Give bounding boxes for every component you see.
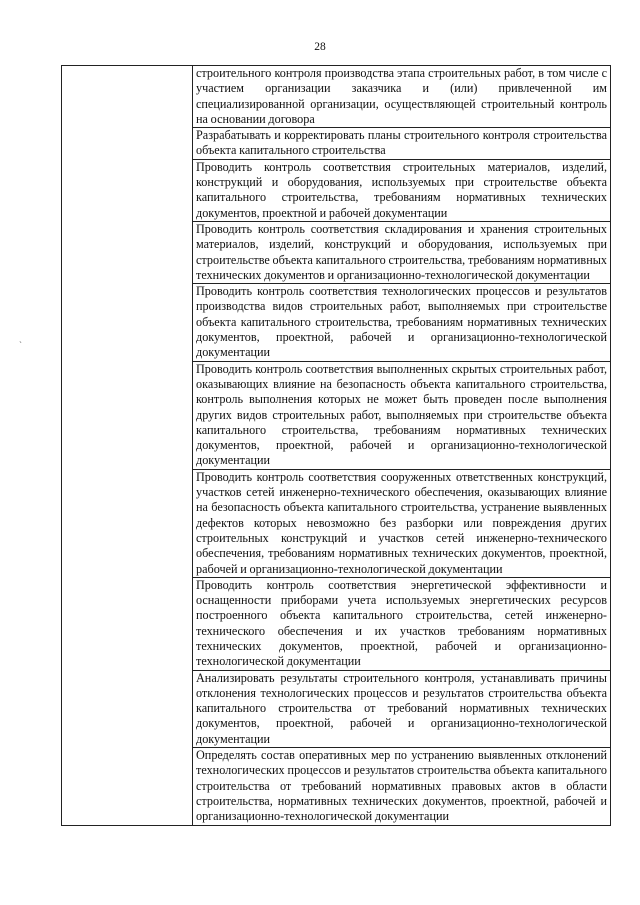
stray-mark: ` bbox=[19, 340, 22, 350]
table-cell bbox=[193, 577, 611, 670]
table-cell bbox=[193, 670, 611, 747]
row-text: строительного контроля производства этапа строительных работ, в том числе с участием организации заказчика и (или) привлеченной им специализированной организации, осуществляющей строительный контроль на основании договора bbox=[196, 66, 607, 126]
table-cell bbox=[193, 748, 611, 825]
table-cell bbox=[193, 469, 611, 577]
row-text: Проводить контроль соответствия складирования и хранения строительных материалов, изделий, конструкций и оборудования, используемых при строительстве объекта капитального строительства, требованиям нормативных технических документов и организационно-технологической документации bbox=[196, 221, 607, 282]
row-text: Анализировать результаты строительного контроля, устанавливать причины отклонения технологических процессов и результатов строительства объекта капитального строительства от требований нормативных технических документов, проектной, рабочей и организационно-технологической документации bbox=[196, 670, 607, 746]
table-cell bbox=[193, 159, 611, 221]
table-row bbox=[62, 66, 611, 128]
table-cell bbox=[193, 361, 611, 469]
row-text: Определять состав оперативных мер по устранению выявленных отклонений технологических процессов и результатов строительства объекта капитального строительства от требований нормативных правовых актов в области строительства, нормативных технических документов, проектной, рабочей и организационно-технологической документации bbox=[196, 748, 607, 824]
page-number: 28 bbox=[314, 41, 326, 53]
table-cell bbox=[193, 66, 611, 128]
row-text: Проводить контроль соответствия выполненных скрытых строительных работ, оказывающих влияние на безопасность объекта капитального строительства, контроль выполнения которых не может быть проведен после выполнения других видов строительных работ, выполняемых при строительстве объекта капитального строительства, требованиям нормативных технических документов, проектной, рабочей и организационно-технологической документации bbox=[196, 361, 607, 468]
row-text: Разрабатывать и корректировать планы строительного контроля строительства объекта капитального строительства bbox=[196, 128, 607, 158]
row-text: Проводить контроль соответствия энергетической эффективности и оснащенности приборами учета используемых энергетических ресурсов построенного объекта капитального строительства, сетей инженерно-технического обеспечения и их участков требованиям нормативных технических документов, проектной, рабочей и организационно-технологической документации bbox=[196, 577, 607, 669]
row-text: Проводить контроль соответствия технологических процессов и результатов производства видов строительных работ, выполняемых при строительстве объекта капитального строительства, требованиям нормативных технических документов, проектной, рабочей и организационно-технологической документации bbox=[196, 284, 607, 360]
row-text: Проводить контроль соответствия строительных материалов, изделий, конструкций и оборудования, используемых при строительстве объекта капитального строительства, требованиям нормативных технических документов, проектной и рабочей документации bbox=[196, 159, 607, 220]
row-text: Проводить контроль соответствия сооруженных ответственных конструкций, участков сетей инженерно-технического обеспечения, оказывающих влияние на безопасность объекта капитального строительства, устранение выявленных дефектов которых невозможно без разборки или повреждения других строительных конструкций и участков сетей инженерно-технического обеспечения, требованиям нормативных технических документов, проектной, рабочей и организационно-технологической документации bbox=[196, 469, 607, 576]
table-cell bbox=[193, 221, 611, 283]
skills-table bbox=[61, 65, 611, 826]
table-cell bbox=[193, 284, 611, 361]
left-column-cell bbox=[62, 66, 193, 826]
table-cell bbox=[193, 128, 611, 160]
